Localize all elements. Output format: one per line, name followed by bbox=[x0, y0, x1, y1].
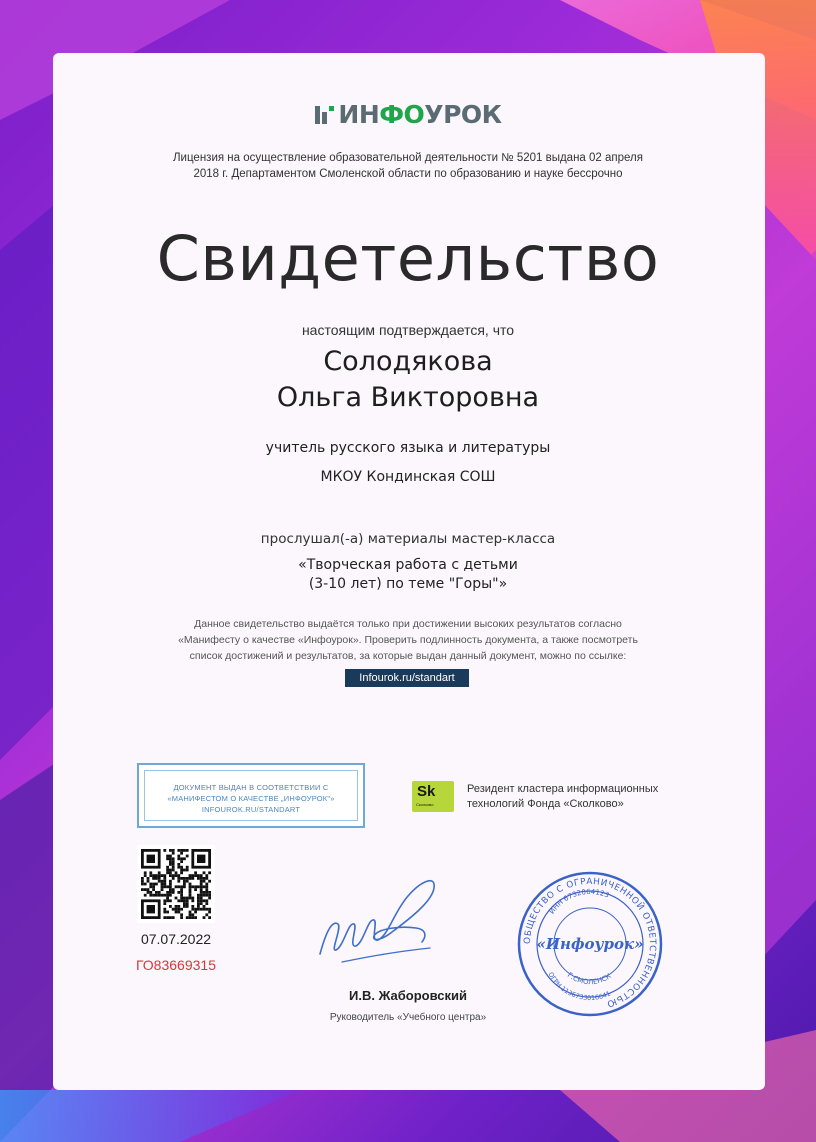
qr-code[interactable] bbox=[137, 845, 215, 923]
signer-role: Руководитель «Учебного центра» bbox=[329, 1012, 487, 1023]
seal-center-text: «Инфоурок» bbox=[536, 935, 644, 953]
manifesto-line: INFOUROK.RU/STANDART bbox=[201, 805, 301, 814]
skolkovo-resident-text bbox=[467, 782, 658, 812]
logo-text-part3: УРОК bbox=[424, 100, 502, 129]
skolkovo-line: Резидент кластера информационных bbox=[467, 783, 659, 795]
seal-outer-text: ОБЩЕСТВО С ОГРАНИЧЕННОЙ ОТВЕТСТВЕННОСТЬЮ bbox=[522, 876, 658, 1009]
skolkovo-logo-small: Сколково bbox=[416, 802, 434, 807]
manifesto-line: ДОКУМЕНТ ВЫДАН В СООТВЕТСТВИИ С bbox=[173, 783, 329, 792]
license-line: 2018 г. Департаментом Смоленской области по образованию и науке бессрочно bbox=[193, 168, 623, 180]
note-line: «Манифесту о качестве «Инфоурок». Проверить подлинность документа, а также посмотреть bbox=[178, 634, 638, 646]
recipient-position: учитель русского языка и литературы bbox=[265, 440, 551, 456]
course-title-line: (3-10 лет) по теме "Горы"» bbox=[308, 576, 508, 592]
svg-text:Г.СМОЛЕНСК bbox=[566, 971, 613, 986]
svg-text:ОГРН 1136733016641 bbox=[547, 971, 612, 1002]
skolkovo-line: технологий Фонда «Сколково» bbox=[467, 798, 624, 810]
recipient-name bbox=[0, 344, 816, 416]
manifesto-stamp-inner bbox=[144, 770, 358, 821]
signature-icon bbox=[312, 862, 452, 972]
note-line: Данное свидетельство выдаётся только при достижении высоких результатов согласно bbox=[194, 618, 622, 630]
note-line: список достижений и результатов, за которые выдан данный документ, можно по ссылке: bbox=[189, 650, 627, 662]
issue-date: 07.07.2022 bbox=[140, 931, 212, 947]
logo-text-part2: ФО bbox=[379, 100, 425, 129]
license-text bbox=[140, 150, 676, 182]
recipient-school: МКОУ Кондинская СОШ bbox=[320, 469, 496, 485]
recipient-surname: Солодякова bbox=[323, 346, 493, 377]
logo-text-part1: ИН bbox=[338, 100, 380, 129]
recipient-given-name: Ольга Викторовна bbox=[276, 382, 540, 413]
seal-ogrn-text: ОГРН 1136733016641 bbox=[546, 970, 612, 1003]
seal-inn-text: ИНН 6732064123 bbox=[547, 887, 611, 916]
verification-note bbox=[140, 616, 676, 664]
seal-city-text: Г.СМОЛЕНСК bbox=[565, 971, 613, 987]
standart-link[interactable]: Infourok.ru/standart bbox=[345, 669, 469, 687]
course-title bbox=[0, 556, 816, 594]
qr-code-icon bbox=[141, 849, 211, 919]
skolkovo-logo-text: Sk bbox=[417, 783, 436, 800]
skolkovo-logo bbox=[412, 781, 454, 812]
certificate-title: Свидетельство bbox=[156, 222, 660, 295]
license-line: Лицензия на осуществление образовательной деятельности № 5201 выдана 02 апреля bbox=[173, 152, 643, 164]
confirm-text: настоящим подтверждается, что bbox=[301, 322, 515, 338]
company-seal-icon bbox=[516, 870, 664, 1018]
manifesto-line: «МАНИФЕСТОМ О КАЧЕСТВЕ „ИНФОУРОК"» bbox=[167, 794, 335, 803]
course-title-line: «Творческая работа с детьми bbox=[298, 557, 518, 573]
signer-name: И.В. Жаборовский bbox=[349, 988, 467, 1003]
certificate-code: ГО83669315 bbox=[136, 957, 216, 973]
listened-text: прослушал(-а) материалы мастер-класса bbox=[260, 531, 556, 547]
infourok-logo bbox=[0, 100, 816, 129]
infourok-logo-icon bbox=[314, 104, 336, 126]
manifesto-stamp-box bbox=[137, 763, 365, 828]
